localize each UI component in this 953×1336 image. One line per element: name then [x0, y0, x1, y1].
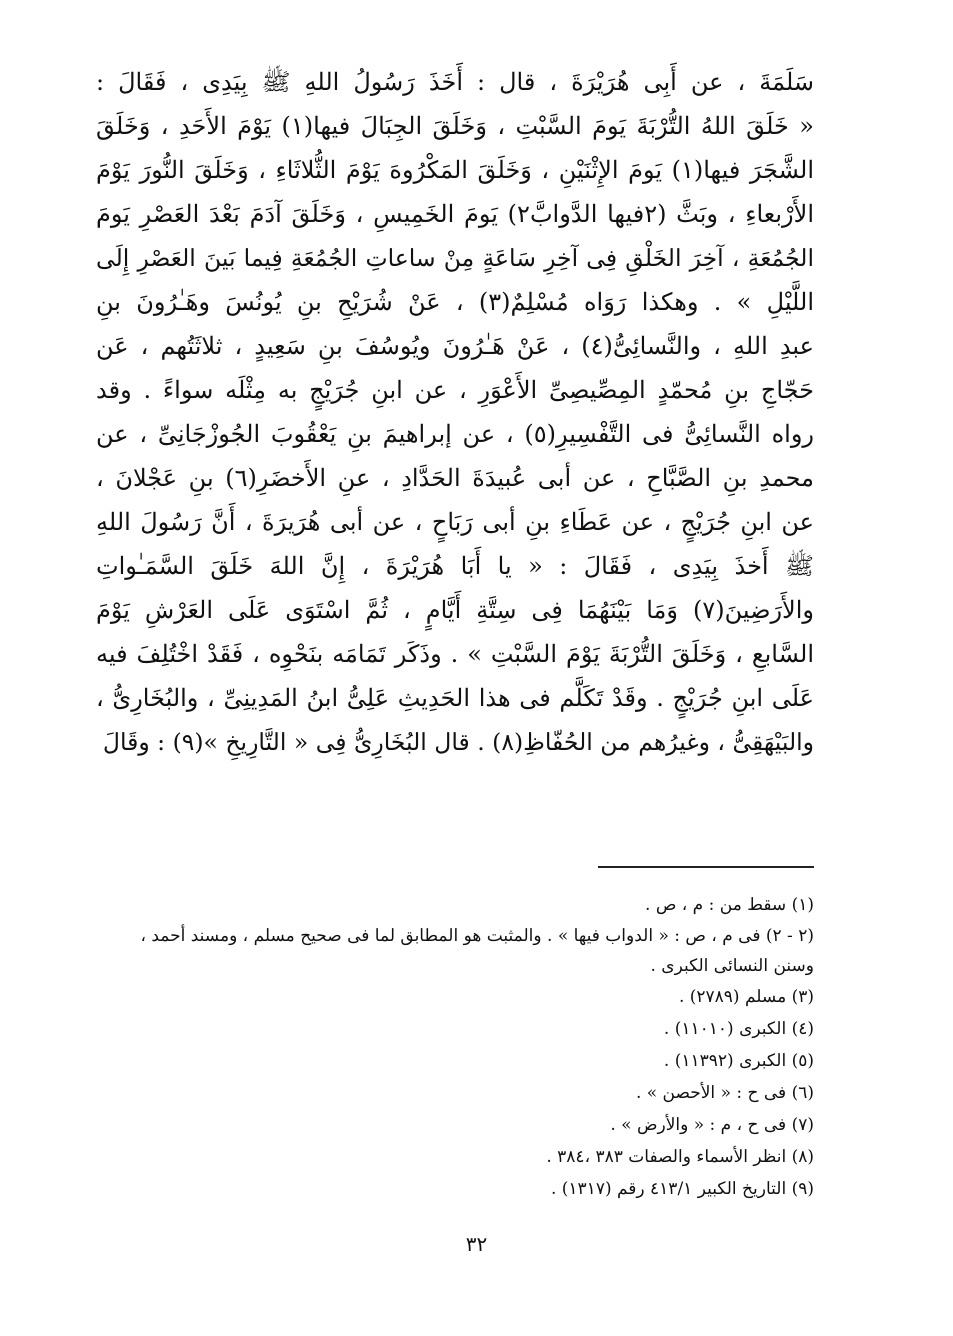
- text-line: محمدِ بنِ الصَّبَّاحِ ، عن أبى عُبيدَةَ الحَدَّادِ ، عنِ الأَخضَرِ(٦) بنِ عَجْلانَ ،: [96, 464, 814, 492]
- footnote: (١) سقط من : م ، ص .: [645, 895, 814, 915]
- text-line: والأَرَضِينَ(٧) وَمَا بَيْنَهُمَا فِى سِتَّةِ أَيَّامٍ ، ثُمَّ اسْتَوَى عَلَى العَرْشِ يَوْمَ: [96, 596, 814, 624]
- footnote: (٥) الكبرى (١١٣٩٢) .: [663, 1051, 814, 1071]
- footnote: (٢ - ٢) فى م ، ص : « الدواب فيها » . والمثبت هو المطابق لما فى صحيح مسلم ، ومسند أحمد ، وسنن النسائى الكبرى .: [140, 926, 814, 976]
- footnote: (٧) فى ح ، م : « والأرض » .: [610, 1115, 814, 1135]
- main-text: [96, 60, 814, 764]
- text-line: « خَلَقَ اللهُ التُّرْبَةَ يَومَ السَّبْتِ ، وَخَلَقَ الجِبَالَ فيها(١) يَوْمَ الأَحَدِ ، وَخَلَقَ: [96, 112, 814, 140]
- text-line: سَلَمَةَ ، عن أَبِى هُرَيْرَةَ ، قال : أَخَذَ رَسُولُ اللهِ ﷺ بِيَدِى ، فَقَالَ :: [96, 68, 814, 96]
- text-line: الشَّجَرَ فيها(١) يَومَ الإِثْنَيْنِ ، وَخَلَقَ المَكْرُوهَ يَوْمَ الثُّلاثَاءِ ، وَخَلَقَ النُّورَ يَوْمَ: [96, 156, 814, 184]
- footnote-separator: [598, 866, 814, 868]
- footnote: (٩) التاريخ الكبير ٤١٣/١ رقم (١٣١٧) .: [550, 1179, 814, 1199]
- footnotes: [96, 889, 814, 1205]
- text-line: والبَيْهَقِىُّ ، وغيرُهم من الحُفّاظِ(٨) . قال البُخَارِىُّ فِى « التَّارِيخِ »(٩) : وقَالَ: [102, 728, 814, 756]
- text-line: اللَّيْلِ » . وهكذا رَوَاه مُسْلِمٌ(٣) ، عَنْ شُرَيْحِ بنِ يُونُسَ وهَـٰرُونَ بنِ: [96, 288, 814, 316]
- page-number: ٣٢: [465, 1232, 488, 1256]
- footnote: (٨) انظر الأسماء والصفات ٣٨٣ ،٣٨٤ .: [546, 1147, 814, 1167]
- text-line: عَلَى ابنِ جُرَيْجٍ . وقَدْ تَكَلَّم فى هذا الحَدِيثِ عَلِىُّ ابنُ المَدِينِىِّ ، والبُخَارِىُّ ،: [96, 684, 814, 712]
- footnote: (٣) مسلم (٢٧٨٩) .: [678, 987, 814, 1007]
- text-line: ﷺ أَخذَ بِيَدِى ، فَقَالَ : « يا أَبَا هُرَيْرَةَ ، إِنَّ اللهَ خَلَقَ السَّمَـٰواتِ: [96, 552, 814, 580]
- footnote: (٦) فى ح : « الأحصن » .: [635, 1083, 814, 1103]
- text-line: السَّابعِ ، وَخَلَقَ التُّرْبَةَ يَوْمَ السَّبْتِ » . وذَكَر تَمَامَه بنَحْوِه ، فَقَدْ اخْتُلِفَ فيه: [96, 640, 814, 668]
- text-line: حَجّاجِ بنِ مُحمّدٍ المِصِّيصِىِّ الأَعْوَرِ ، عن ابنِ جُرَيْجٍ به مِثْلَه سواءً . وقد: [96, 376, 814, 404]
- text-line: عن ابنِ جُرَيْجٍ ، عن عَطَاءِ بنِ أبى رَبَاحٍ ، عن أبى هُرَيرَةَ ، أَنَّ رَسُولَ اللهِ: [96, 508, 814, 536]
- footnote: (٤) الكبرى (١١٠١٠) .: [663, 1019, 814, 1039]
- text-line: عبدِ اللهِ ، والنَّسائِىُّ(٤) ، عَنْ هَـٰرُونَ ويُوسُفَ بنِ سَعِيدٍ ، ثلاثَتُهم ، عَن: [96, 332, 814, 360]
- text-line: الجُمُعَةِ ، آخِرَ الخَلْقِ فِى آخِرِ سَاعَةٍ مِنْ ساعاتِ الجُمُعَةِ فِيما بَينَ العَصْرِ إِلَى: [96, 244, 814, 272]
- text-line: الأَرْبعاءِ ، وبَثَّ (٢فيها الدَّوابَّ٢) يَومَ الخَمِيسِ ، وَخَلَقَ آدَمَ بَعْدَ العَصْرِ يَومَ: [96, 200, 814, 228]
- text-line: رواه النَّسائِىُّ فى التَّفْسِيرِ(٥) ، عن إبراهيمَ بنِ يَعْقُوبَ الجُوزْجَانِىِّ ، عن: [96, 420, 814, 448]
